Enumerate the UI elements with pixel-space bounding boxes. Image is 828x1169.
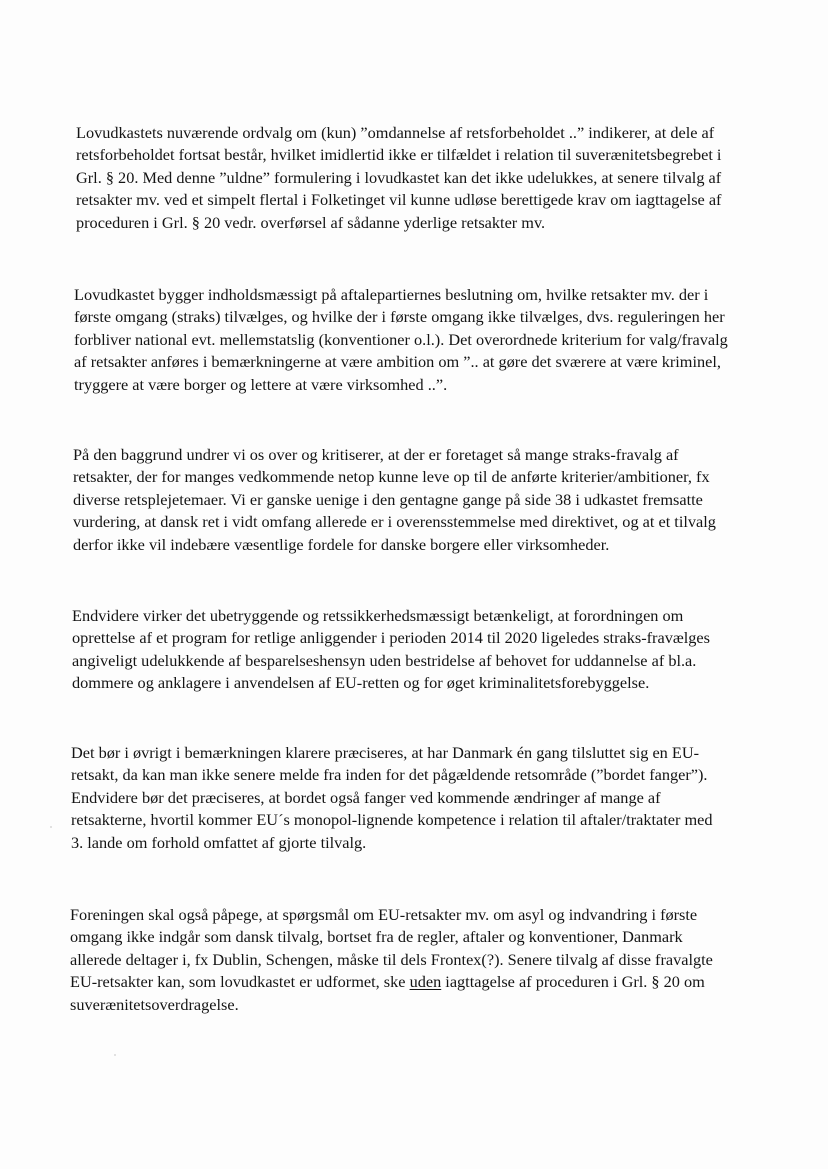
paragraph-aftalepartier xyxy=(74,284,742,396)
text-line: På den baggrund undrer vi os over og kritiserer, at der er foretaget så mange straks-fravalg af xyxy=(73,445,679,464)
text-line: allerede deltager i, fx Dublin, Schengen, måske til dels Frontex(?). Senere tilvalg af disse fravalgte xyxy=(70,949,713,969)
text-line: retsforbeholdet fortsat består, hvilket imidlertid ikke er tilfældet i relation til suverænitetsbegrebet i xyxy=(76,145,722,165)
text-fragment: iagttagelse af proceduren i Grl. § 20 om xyxy=(445,972,705,992)
text-line: oprettelse af et program for retlige anliggender i perioden 2014 til 2020 ligeledes straks-fravælges xyxy=(72,628,710,648)
text-line: af retsakter anføres i bemærkningerne at være ambition om ”.. at gøre det sværere at være kriminel, xyxy=(74,352,721,372)
text-line: angiveligt udelukkende af besparelseshensyn uden bestridelse af behovet for uddannelse af bl.a. xyxy=(72,650,697,670)
text-line: omgang ikke indgår som dansk tilvalg, bortset fra de regler, aftaler og konventioner, Danmark xyxy=(70,927,683,947)
text-line: Endvidere bør det præciseres, at bordet også fanger ved kommende ændringer af mange af xyxy=(71,787,661,807)
underlined-word: uden xyxy=(409,972,442,992)
paragraph-retsforbehold xyxy=(76,122,740,234)
text-line: Grl. § 20. Med denne ”uldne” formulering i lovudkastet kan det ikke udelukkes, at senere tilvalg af xyxy=(76,167,722,187)
paragraph-kritik xyxy=(73,444,741,556)
text-line: Foreningen skal også påpege, at spørgsmål om EU-retsakter mv. om asyl og indvandring i første xyxy=(70,905,698,924)
text-line: diverse retsplejetemaer. Vi er ganske uenige i den gentagne gange på side 38 i udkastet fremsatte xyxy=(73,489,703,509)
text-line: 3. lande om forhold omfattet af gjorte tilvalg. xyxy=(71,832,367,852)
text-line: tryggere at være borger og lettere at være virksomhed ..”. xyxy=(74,374,448,394)
scan-speck xyxy=(114,1054,116,1056)
text-line: Lovudkastet bygger indholdsmæssigt på aftalepartiernes beslutning om, hvilke retsakter mv. der i xyxy=(74,285,709,304)
text-line: første omgang (straks) tilvælges, og hvilke der i første omgang ikke tilvælges, dvs. reguleringen her xyxy=(74,307,725,327)
text-line-with-emphasis xyxy=(70,971,740,993)
text-line: retsakt, da kan man ikke senere melde fra inden for det pågældende retsområde (”bordet fanger”). xyxy=(71,765,708,785)
paragraph-bordet-fanger xyxy=(71,742,741,854)
text-line: retsakterne, hvortil kommer EU´s monopol-lignende kompetence i relation til aftaler/traktater med xyxy=(71,810,713,830)
text-line: retsakter mv. ved et simpelt flertal i Folketinget vil kunne udløse berettigede krav om iagttagelse af xyxy=(76,190,722,210)
text-line: Det bør i øvrigt i bemærkningen klarere præciseres, at har Danmark én gang tilsluttet sig en EU- xyxy=(71,743,700,762)
text-line: proceduren i Grl. § 20 vedr. overførsel af sådanne yderlige retsakter mv. xyxy=(76,212,546,232)
scan-speck xyxy=(50,826,52,828)
text-line: Lovudkastets nuværende ordvalg om (kun) ”omdannelse af retsforbeholdet ..” indikerer, at dele af xyxy=(76,123,715,142)
text-line: Endvidere virker det ubetryggende og retssikkerhedsmæssigt betænkeligt, at forordningen om xyxy=(72,606,684,625)
text-line: derfor ikke vil indebære væsentlige fordele for danske borgere eller virksomheder. xyxy=(73,534,610,554)
text-line: vurdering, at dansk ret i vidt omfang allerede er i overensstemmelse med direktivet, og at et tilvalg xyxy=(73,512,716,532)
paragraph-asyl xyxy=(70,904,740,1016)
text-line: forbliver national evt. mellemstatslig (konventioner o.l.). Det overordnede kriterium for valg/fravalg xyxy=(74,329,728,349)
text-line: retsakter, der for manges vedkommende netop kunne leve op til de anførte kriterier/ambitioner, fx xyxy=(73,467,710,487)
paragraph-program xyxy=(72,605,740,695)
text-line: dommere og anklagere i anvendelsen af EU-retten og for øget kriminalitetsforebyggelse. xyxy=(72,673,650,693)
text-fragment: EU-retsakter kan, som lovudkastet er udformet, ske xyxy=(70,972,406,992)
text-line: suverænitetsoverdragelse. xyxy=(70,994,239,1014)
